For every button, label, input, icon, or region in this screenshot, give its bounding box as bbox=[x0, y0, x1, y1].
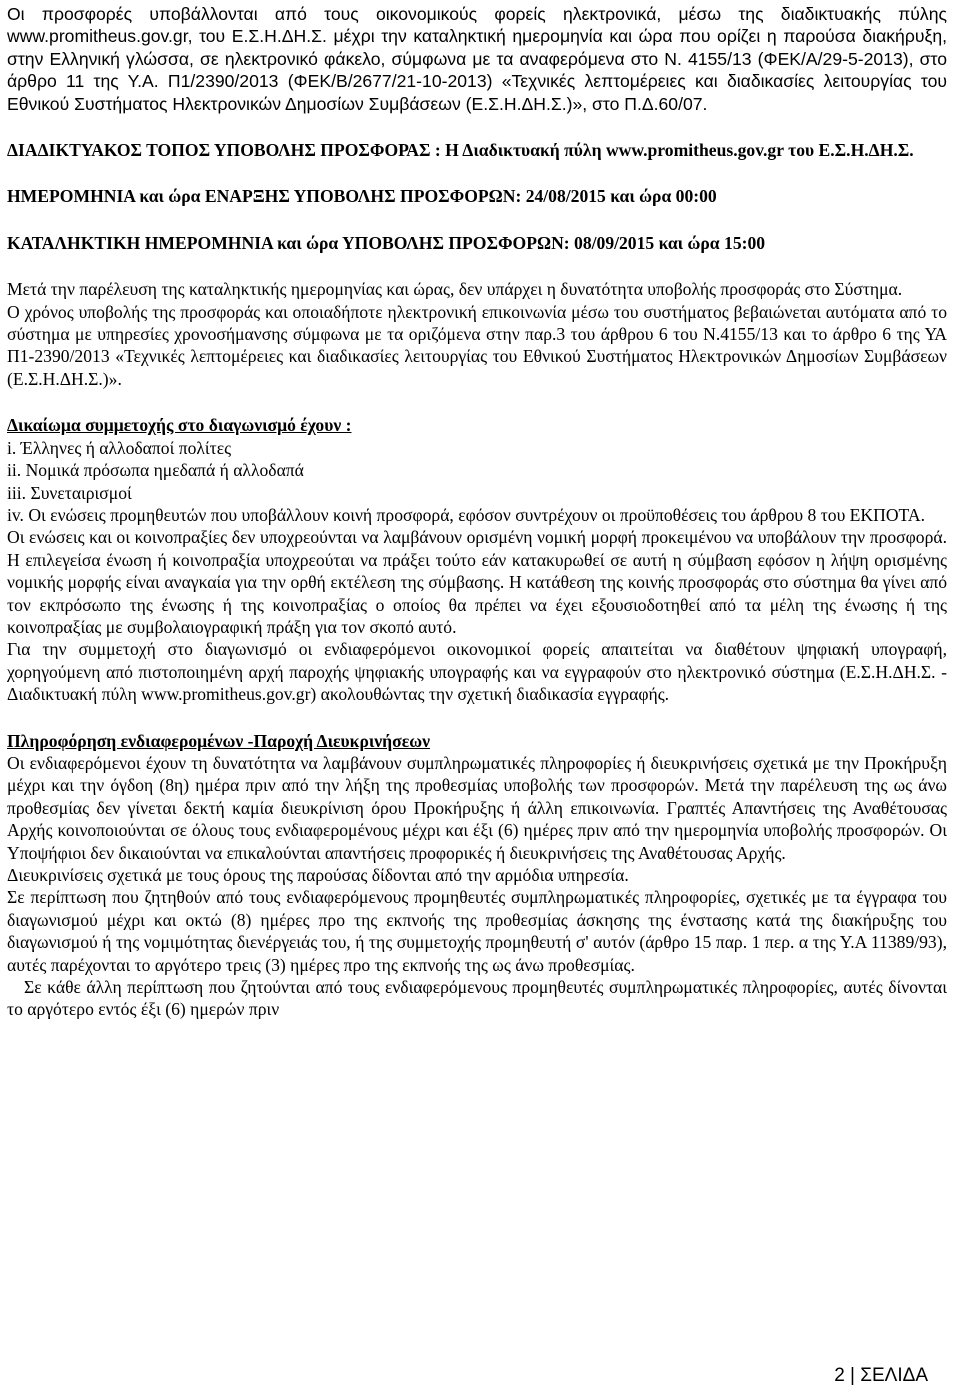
after-deadline-paragraph: Μετά την παρέλευση της καταληκτικής ημερομηνίας και ώρας, δεν υπάρχει η δυνατότητα υποβολής προσφοράς στο Σύστημα. bbox=[7, 279, 903, 300]
list-item: i. Έλληνες ή αλλοδαποί πολίτες bbox=[7, 437, 232, 458]
timestamp-paragraph: Ο χρόνος υποβολής της προσφοράς και οποιαδήποτε ηλεκτρονική επικοινωνία μέσω του συστήματος βεβαιώνεται αυτόματα από το σύστημα με υπηρεσίες χρονοσήμανσης σύμφωνα με τα οριζόμενα στην παρ.3 του άρθρου 6 του Ν.4155/13 και το άρθρο 6 της ΥΑ Π1-2390/2013 «Τεχνικές λεπτομέρειες και διαδικασίες λειτουργίας του Εθνικού Συστήματος Ηλεκτρονικών Δημοσίων Συμβάσεων (Ε.Σ.Η.ΔΗ.Σ.)». bbox=[7, 301, 947, 389]
intro-paragraph bbox=[7, 3, 947, 115]
page-number: 2 | ΣΕΛΙΔΑ bbox=[834, 1365, 928, 1386]
list-item: ii. Νομικά πρόσωπα ημεδαπά ή αλλοδαπά bbox=[7, 460, 304, 481]
document-page bbox=[7, 3, 947, 1021]
list-item: iii. Συνεταιρισμοί bbox=[7, 482, 132, 503]
clarifications-paragraph-3: Σε περίπτωση που ζητηθούν από τους ενδιαφερόμενους προμηθευτές συμπληρωματικές πληροφορίες, σχετικές με τα έγγραφα του διαγωνισμού μέχρι και οκτώ (8) ημέρες προ της εκπνοής της προθεσμίας άσκησης της ένστασης κατά της διακήρυξης του διαγωνισμού ή της νομιμότητας διενέργειάς του, ή της συμμετοχής προμηθευτή σ' αυτόν (άρθρο 15 παρ. 1 περ. α της Υ.Α 11389/93), αυτές παρέχονται το αργότερο τρεις (3) ημέρες προ της εκπνοής της ως άνω προθεσμίας. bbox=[7, 887, 947, 975]
list-item: iv. Οι ενώσεις προμηθευτών που υποβάλλουν κοινή προσφορά, εφόσον συντρέχουν οι προϋποθέσεις του άρθρου 8 του ΕΚΠΟΤΑ. bbox=[7, 504, 925, 525]
clarifications-paragraph-2: Διευκρινίσεις σχετικά με τους όρους της παρούσας δίδονται από την αρμόδια υπηρεσία. bbox=[7, 865, 629, 885]
clarifications-heading: Πληροφόρηση ενδιαφερομένων -Παροχή Διευκρινήσεων bbox=[7, 730, 430, 751]
participation-rights-heading: Δικαίωμα συμμετοχής στο διαγωνισμό έχουν : bbox=[7, 415, 352, 436]
participation-rights-list bbox=[7, 437, 947, 527]
submission-site-heading: ΔΙΑΔΙΚΤΥΑΚΟΣ ΤΟΠΟΣ ΥΠΟΒΟΛΗΣ ΠΡΟΣΦΟΡΑΣ : Η Διαδικτυακή πύλη www.promitheus.gov.gr του Ε.Σ.Η.ΔΗ.Σ. bbox=[7, 140, 914, 161]
digital-signature-paragraph: Για την συμμετοχή στο διαγωνισμό οι ενδιαφερόμενοι οικονομικοί φορείς απαιτείται να διαθέτουν ψηφιακή υπογραφή, χορηγούμενη από πιστοποιημένη αρχή παροχής ψηφιακής υπογραφής και να εγγραφούν στο ηλεκτρονικό σύστημα (Ε.Σ.Η.ΔΗ.Σ. - Διαδικτυακή πύλη www.promitheus.gov.gr) ακολουθώντας την σχετική διαδικασία εγγραφής. bbox=[7, 639, 947, 705]
clarifications-paragraph-4: Σε κάθε άλλη περίπτωση που ζητούνται από τους ενδιαφερόμενους προμηθευτές συμπληρωματικές πληροφορίες, αυτές δίνονται το αργότερο εντός έξι (6) ημερών πριν bbox=[7, 977, 947, 1020]
unions-paragraph: Οι ενώσεις και οι κοινοπραξίες δεν υποχρεούνται να λαμβάνουν ορισμένη νομική μορφή προκειμένου να υποβάλουν την προσφορά. Η επιλεγείσα ένωση ή κοινοπραξία υποχρεούται να πράξει τούτο εάν κατακυρωθεί σε αυτή η σύμβαση εφόσον η λήψη ορισμένης νομικής μορφής είναι αναγκαία για την ορθή εκτέλεση της σύμβασης. Η κατάθεση της κοινής προσφοράς στο σύστημα θα γίνει από τον εκπρόσωπο της ένωσης ή της κοινοπραξίας ο οποίος θα πρέπει να έχει εξουσιοδοτηθεί από τα μέλη της ένωσης ή της κοινοπραξίας με συμβολαιογραφική πράξη για τον σκοπό αυτό. bbox=[7, 527, 947, 637]
submission-start-date: ΗΜΕΡΟΜΗΝΙΑ και ώρα ΕΝΑΡΞΗΣ ΥΠΟΒΟΛΗΣ ΠΡΟΣΦΟΡΩΝ: 24/08/2015 και ώρα 00:00 bbox=[7, 186, 717, 207]
clarifications-paragraph-1: Οι ενδιαφερόμενοι έχουν τη δυνατότητα να λαμβάνουν συμπληρωματικές πληροφορίες ή διευκρινήσεις σχετικά με την Προκήρυξη μέχρι και την όγδοη (8η) ημέρα πριν από την λήξη της προθεσμίας υποβολής των προσφορών. Μετά την παρέλευση της ως άνω προθεσμίας δεν γίνεται δεκτή καμία διευκρίνιση όρου Προκήρυξης ή άλλη επικοινωνία. Γραπτές Απαντήσεις της Αναθέτουσας Αρχής κοινοποιούνται σε όλους τους ενδιαφερομένους μέχρι και έξι (6) ημέρες πριν από την ημερομηνία υποβολής προσφορών. Οι Υποψήφιοι δεν δικαιούνται να επικαλούνται απαντήσεις προφορικές ή διευκρινήσεις της Αναθέτουσας Αρχής. bbox=[7, 752, 947, 863]
intro-paragraph-start: Οι προσφορές υποβάλλονται από τους οικονομικούς φορείς ηλεκτρονικά, μέσω της διαδικτυακής πύλης www.promitheus.gov.gr, του Ε.Σ.Η.ΔΗ.Σ. bbox=[7, 4, 947, 47]
intro-paragraph-rest: μέχρι την καταληκτική ημερομηνία και ώρα που ορίζει η παρούσα διακήρυξη, στην Ελληνική γλώσσα, σε ηλεκτρονικό φάκελο, σύμφωνα με τα αναφερόμενα στο Ν. 4155/13 (ΦΕΚ/Α/29-5-2013), στο άρθρο 11 της Υ.Α. Π1/2390/2013 (ΦΕΚ/Β/2677/21-10-2013) «Τεχνικές λεπτομέρειες και διαδικασίες λειτουργίας του Εθνικού Συστήματος Ηλεκτρονικών Δημοσίων Συμβάσεων (Ε.Σ.Η.ΔΗ.Σ.)», στο Π.Δ.60/07. bbox=[7, 26, 948, 114]
submission-end-date: ΚΑΤΑΛΗΚΤΙΚΗ ΗΜΕΡΟΜΗΝΙΑ και ώρα ΥΠΟΒΟΛΗΣ ΠΡΟΣΦΟΡΩΝ: 08/09/2015 και ώρα 15:00 bbox=[7, 232, 766, 253]
